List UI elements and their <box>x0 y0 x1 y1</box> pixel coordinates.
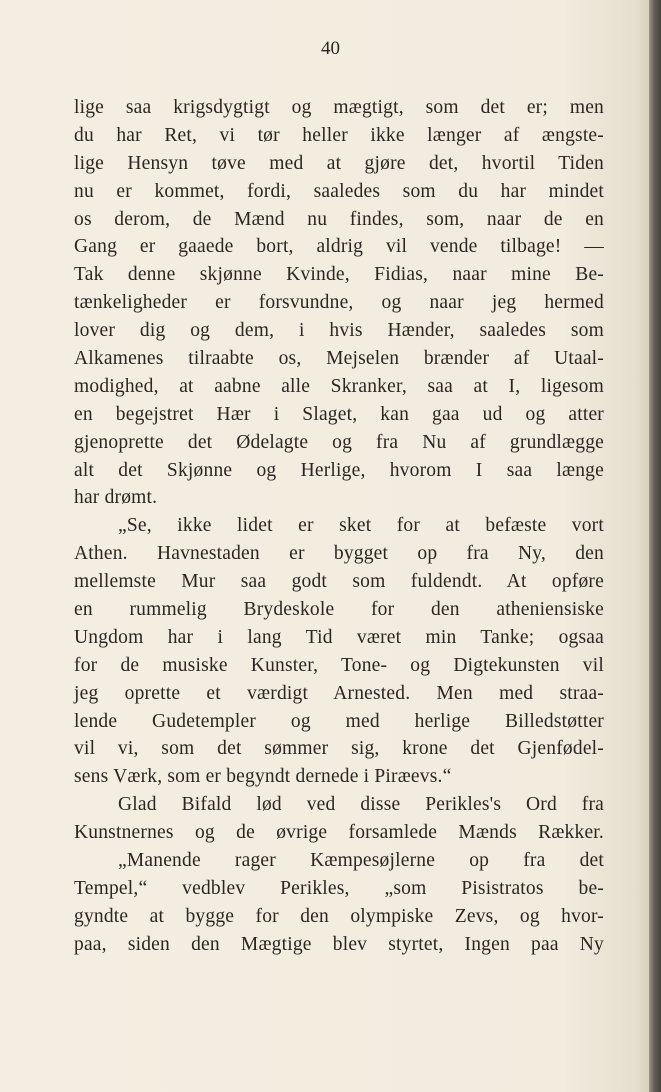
text-line: jeg oprette et værdigt Arnested. Men med straa- <box>74 682 604 704</box>
text-line: Alkamenes tilraabte os, Mejselen brænder af Utaal- <box>74 348 604 370</box>
text-line: nu er kommet, fordi, saaledes som du har mindet <box>74 180 604 202</box>
text-line: en begejstret Hær i Slaget, kan gaa ud og atter <box>74 403 604 425</box>
text-line: Kunstnernes og de øvrige forsamlede Mænds Rækker. <box>74 822 604 844</box>
text-line: sens Værk, som er begyndt dernede i Piræevs.“ <box>74 766 452 788</box>
text-line: mellemste Mur saa godt som fuldendt. At opføre <box>74 571 604 593</box>
text-line: lige Hensyn tøve med at gjøre det, hvortil Tiden <box>74 152 604 174</box>
text-line: Tak denne skjønne Kvinde, Fidias, naar mine Be- <box>74 264 604 286</box>
text-line: os derom, de Mænd nu findes, som, naar de en <box>74 208 604 230</box>
body-text <box>74 94 604 959</box>
text-line: „Manende rager Kæmpesøjlerne op fra det <box>118 850 604 872</box>
text-line: Tempel,“ vedblev Perikles, „som Pisistratos be- <box>74 877 604 899</box>
text-line: for de musiske Kunster, Tone- og Digtekunsten vil <box>74 654 604 676</box>
text-line: paa, siden den Mægtige blev styrtet, Ingen paa Ny <box>74 933 604 955</box>
text-line: „Se, ikke lidet er sket for at befæste vort <box>118 515 604 537</box>
text-line: Glad Bifald lød ved disse Perikles's Ord fra <box>118 794 604 816</box>
text-line: lende Gudetempler og med herlige Billedstøtter <box>74 710 604 732</box>
text-line: en rummelig Brydeskole for den atheniensiske <box>74 599 604 621</box>
text-line: lige saa krigsdygtigt og mægtigt, som det er; men <box>74 97 604 118</box>
book-spine-edge <box>649 0 661 1092</box>
text-line: gjenoprette det Ødelagte og fra Nu af grundlægge <box>74 431 604 453</box>
text-line: alt det Skjønne og Herlige, hvorom I saa længe <box>74 459 604 481</box>
page-number: 40 <box>321 38 340 59</box>
text-line: Gang er gaaede bort, aldrig vil vende tilbage! — <box>74 236 604 258</box>
text-line: Ungdom har i lang Tid været min Tanke; ogsaa <box>74 626 604 648</box>
text-line: lover dig og dem, i hvis Hænder, saaledes som <box>74 320 604 342</box>
text-line: Athen. Havnestaden er bygget op fra Ny, den <box>74 543 604 565</box>
text-line: vil vi, som det sømmer sig, krone det Gjenfødel- <box>74 738 604 760</box>
text-line: modighed, at aabne alle Skranker, saa at I, ligesom <box>74 375 604 397</box>
text-line: tænkeligheder er forsvundne, og naar jeg hermed <box>74 292 604 314</box>
text-line: du har Ret, vi tør heller ikke længer af ængste- <box>74 124 604 146</box>
text-line: har drømt. <box>74 487 158 509</box>
text-line: gyndte at bygge for den olympiske Zevs, og hvor- <box>74 905 604 927</box>
